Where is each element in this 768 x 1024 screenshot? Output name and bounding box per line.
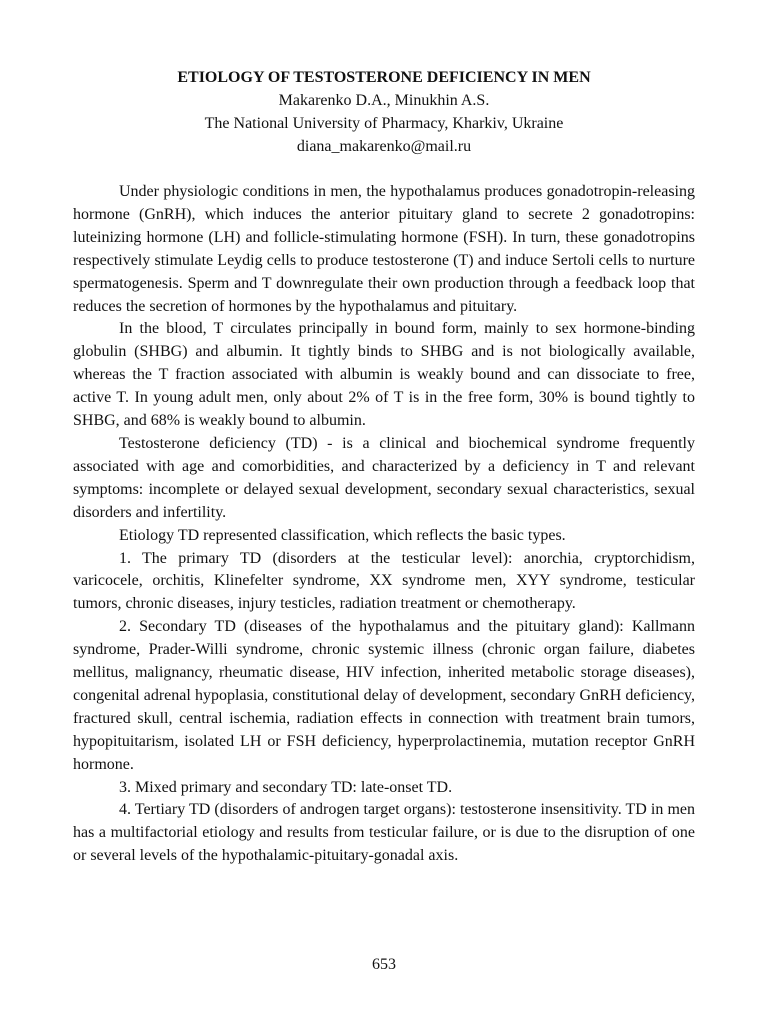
paragraph-mixed-td: 3. Mixed primary and secondary TD: late-onset TD. <box>119 778 453 796</box>
paragraph-tertiary-td: 4. Tertiary TD (disorders of androgen target organs): testosterone insensitivity. TD in men has a multifactorial etiology and results from testicular failure, or is due to the disruption of one or several levels of the hypothalamic-pituitary-gonadal axis. <box>73 801 695 865</box>
paragraph-td-definition: Testosterone deficiency (TD) - is a clinical and biochemical syndrome frequently associated with age and comorbidities, and characterized by a deficiency in T and relevant symptoms: incomplete or delayed sexual development, secondary sexual characteristics, sexual disorders and infertility. <box>73 434 695 521</box>
paper-body <box>73 181 695 868</box>
paper-page <box>73 66 695 868</box>
paper-authors: Makarenko D.A., Minukhin A.S. <box>278 92 490 109</box>
paper-affiliation: The National University of Pharmacy, Kharkiv, Ukraine <box>204 115 564 132</box>
paragraph-physiology: Under physiologic conditions in men, the hypothalamus produces gonadotropin-releasing hormone (GnRH), which induces the anterior pituitary gland to secrete 2 gonadotropins: luteinizing hormone (LH) and follicle-stimulating hormone (FSH). In turn, these gonadotropins respectively stimulate Leydig cells to produce testosterone (T) and induce Sertoli cells to nurture spermatogenesis. Sperm and T downregulate their own production through a feedback loop that reduces the secretion of hormones by the hypothalamus and pituitary. <box>73 183 695 315</box>
paper-header <box>73 66 695 158</box>
paragraph-classification-intro: Etiology TD represented classification, which reflects the basic types. <box>119 526 566 544</box>
paper-title: ETIOLOGY OF TESTOSTERONE DEFICIENCY IN MEN <box>177 69 591 86</box>
page-number: 653 <box>372 956 396 973</box>
paragraph-secondary-td: 2. Secondary TD (diseases of the hypothalamus and the pituitary gland): Kallmann syndrome, Prader-Willi syndrome, chronic systemic illness (chronic organ failure, diabetes mellitus, malignancy, rheumatic disease, HIV infection, inherited metabolic storage diseases), congenital adrenal hypoplasia, constitutional delay of development, secondary GnRH deficiency, fractured skull, central ischemia, radiation effects in connection with treatment brain tumors, hypopituitarism, isolated LH or FSH deficiency, hyperprolactinemia, mutation receptor GnRH hormone. <box>73 618 695 773</box>
paragraph-primary-td: 1. The primary TD (disorders at the testicular level): anorchia, cryptorchidism, varicocele, orchitis, Klinefelter syndrome, XX syndrome men, XYY syndrome, testicular tumors, chronic diseases, injury testicles, radiation treatment or chemotherapy. <box>73 549 695 613</box>
paragraph-blood-transport: In the blood, T circulates principally in bound form, mainly to sex hormone-binding globulin (SHBG) and albumin. It tightly binds to SHBG and is not biologically available, whereas the T fraction associated with albumin is weakly bound and can dissociate to free, active T. In young adult men, only about 2% of T is in the free form, 30% is bound tightly to SHBG, and 68% is weakly bound to albumin. <box>73 320 695 430</box>
paper-email: diana_makarenko@mail.ru <box>296 138 472 155</box>
